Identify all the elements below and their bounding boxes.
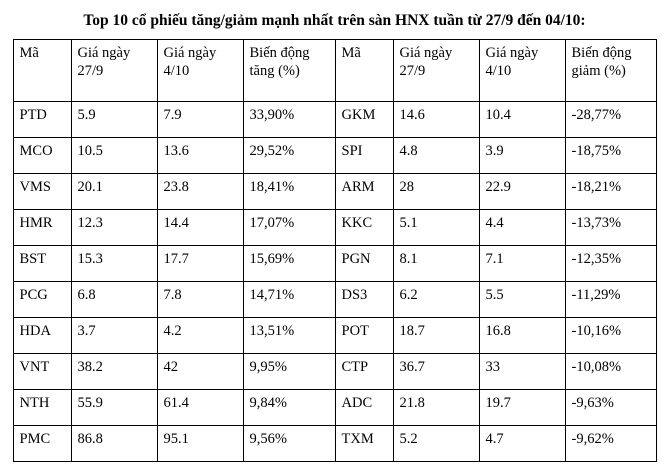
table-row [13, 138, 656, 174]
page-title: Top 10 cổ phiếu tăng/giảm mạnh nhất trên sàn HNX tuần từ 27/9 đến 04/10: [83, 12, 586, 29]
table-header-row [13, 40, 656, 102]
cell-gainer-code: BST [13, 246, 71, 282]
cell-gainer-price-279: 55.9 [71, 390, 157, 426]
cell-loser-price-279: 4.8 [393, 138, 479, 174]
cell-gain-percent: 17,07% [243, 210, 335, 246]
cell-gainer-price-410: 23.8 [157, 174, 243, 210]
cell-gainer-price-410: 7.9 [157, 102, 243, 138]
stock-movers-table [13, 39, 657, 462]
cell-gainer-price-279: 20.1 [71, 174, 157, 210]
table-row [13, 282, 656, 318]
cell-gain-percent: 14,71% [243, 282, 335, 318]
cell-gainer-code: PTD [13, 102, 71, 138]
table-row [13, 102, 656, 138]
column-header-loser-price-410: Giá ngày 4/10 [479, 40, 565, 102]
column-header-loser-price-279: Giá ngày 27/9 [393, 40, 479, 102]
cell-loser-price-410: 4.7 [479, 426, 565, 462]
cell-gain-percent: 33,90% [243, 102, 335, 138]
cell-gainer-price-410: 95.1 [157, 426, 243, 462]
cell-loser-code: ARM [335, 174, 393, 210]
cell-loser-price-279: 36.7 [393, 354, 479, 390]
cell-loser-price-410: 16.8 [479, 318, 565, 354]
cell-gainer-price-279: 12.3 [71, 210, 157, 246]
cell-loser-code: DS3 [335, 282, 393, 318]
cell-loser-price-279: 14.6 [393, 102, 479, 138]
cell-loser-price-279: 18.7 [393, 318, 479, 354]
cell-loser-code: ADC [335, 390, 393, 426]
table-row [13, 246, 656, 282]
column-header-loser-code: Mã [335, 40, 393, 102]
cell-gainer-price-410: 13.6 [157, 138, 243, 174]
cell-gain-percent: 9,95% [243, 354, 335, 390]
cell-loser-code: PGN [335, 246, 393, 282]
cell-loser-price-410: 10.4 [479, 102, 565, 138]
cell-gainer-price-279: 6.8 [71, 282, 157, 318]
cell-loser-price-410: 5.5 [479, 282, 565, 318]
cell-gainer-code: VNT [13, 354, 71, 390]
column-header-loss-percent: Biến động giảm (%) [565, 40, 656, 102]
cell-loss-percent: -13,73% [565, 210, 656, 246]
cell-loser-price-410: 3.9 [479, 138, 565, 174]
cell-gainer-price-410: 61.4 [157, 390, 243, 426]
cell-loss-percent: -11,29% [565, 282, 656, 318]
cell-loser-price-279: 28 [393, 174, 479, 210]
table-row [13, 174, 656, 210]
cell-gain-percent: 13,51% [243, 318, 335, 354]
cell-gainer-code: NTH [13, 390, 71, 426]
cell-gainer-price-410: 42 [157, 354, 243, 390]
cell-gainer-price-410: 14.4 [157, 210, 243, 246]
cell-gainer-code: MCO [13, 138, 71, 174]
cell-loser-price-410: 7.1 [479, 246, 565, 282]
cell-loser-code: CTP [335, 354, 393, 390]
cell-gainer-code: VMS [13, 174, 71, 210]
cell-gainer-code: PCG [13, 282, 71, 318]
cell-loss-percent: -10,16% [565, 318, 656, 354]
cell-gainer-price-279: 3.7 [71, 318, 157, 354]
column-header-gainer-price-410: Giá ngày 4/10 [157, 40, 243, 102]
cell-loser-price-279: 6.2 [393, 282, 479, 318]
cell-loss-percent: -9,63% [565, 390, 656, 426]
cell-gainer-price-279: 10.5 [71, 138, 157, 174]
cell-gainer-price-279: 5.9 [71, 102, 157, 138]
cell-gainer-price-410: 7.8 [157, 282, 243, 318]
cell-loser-price-279: 5.2 [393, 426, 479, 462]
cell-gain-percent: 9,84% [243, 390, 335, 426]
cell-gainer-code: HDA [13, 318, 71, 354]
cell-loser-price-410: 22.9 [479, 174, 565, 210]
cell-loser-price-279: 8.1 [393, 246, 479, 282]
cell-gainer-price-410: 4.2 [157, 318, 243, 354]
column-header-gain-percent: Biến động tăng (%) [243, 40, 335, 102]
cell-loser-code: SPI [335, 138, 393, 174]
cell-loser-price-410: 4.4 [479, 210, 565, 246]
table-row [13, 210, 656, 246]
cell-loss-percent: -9,62% [565, 426, 656, 462]
column-header-gainer-code: Mã [13, 40, 71, 102]
cell-loser-price-410: 19.7 [479, 390, 565, 426]
cell-loser-code: GKM [335, 102, 393, 138]
table-row [13, 318, 656, 354]
cell-loss-percent: -12,35% [565, 246, 656, 282]
cell-gainer-price-279: 38.2 [71, 354, 157, 390]
cell-gainer-code: HMR [13, 210, 71, 246]
cell-gainer-price-279: 15.3 [71, 246, 157, 282]
cell-loser-price-279: 21.8 [393, 390, 479, 426]
cell-gainer-price-279: 86.8 [71, 426, 157, 462]
cell-loser-code: KKC [335, 210, 393, 246]
cell-gain-percent: 18,41% [243, 174, 335, 210]
cell-gain-percent: 9,56% [243, 426, 335, 462]
cell-gainer-price-410: 17.7 [157, 246, 243, 282]
cell-loss-percent: -28,77% [565, 102, 656, 138]
cell-loss-percent: -18,75% [565, 138, 656, 174]
column-header-gainer-price-279: Giá ngày 27/9 [71, 40, 157, 102]
cell-loser-price-410: 33 [479, 354, 565, 390]
cell-loss-percent: -18,21% [565, 174, 656, 210]
cell-gainer-code: PMC [13, 426, 71, 462]
cell-gain-percent: 29,52% [243, 138, 335, 174]
cell-loss-percent: -10,08% [565, 354, 656, 390]
cell-loser-price-279: 5.1 [393, 210, 479, 246]
cell-loser-code: POT [335, 318, 393, 354]
table-row [13, 426, 656, 462]
table-row [13, 354, 656, 390]
cell-gain-percent: 15,69% [243, 246, 335, 282]
cell-loser-code: TXM [335, 426, 393, 462]
table-row [13, 390, 656, 426]
